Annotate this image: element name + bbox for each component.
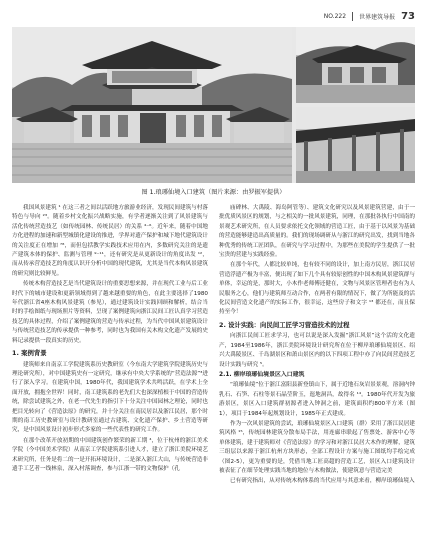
body-column-left (12, 204, 208, 540)
paragraph: 传统木构营造技艺是当代建筑设计的重要思想来源，并在现代工业与后工业时代下的城市建设和更新领域得到了越来越重要的角色，在此主要选择了1980年代浙江省4座木构风景建筑（参见），通过建筑设计实践回顾和解析，结合当时的手绘图纸与现场照片等资料，呈现了案例建筑向浙江民间工匠认真学习营造技艺的具体过程，介绍了案例建筑的营造与传承过程，为当代中国风景建筑设计与传统营造技艺的传承提供一种参考，同时也为我国有关木构文化遗产发展的史料记录提供一段真实的历史。 (12, 281, 208, 344)
paragraph: 我国风景建筑 ¹ 在这三者之间以活跃地方旅游业经济，发现民间建筑与村落特色与导向 ²³。随着乡村文化振兴战略实施，有学者逐渐关注到了风景建筑与活化传统营造技艺（如传统园林、传统民居）的关系 ⁴⁻⁶。近年来，随着中国地方化进程的加速和新型城镇化建设的推进，学界对遗产保护和城下地代建筑设计的关注度正在增加 ⁷⁸，而但包括教学实践技术应用在内，多数研究关注的是遗产建筑本体的保护、监测与管理 ⁹⁻¹¹，还有研究是从更新设计的角度出发 ¹²，而从传承营造技艺的角度认识开分析中国的现代建筑，尤其是当代本构风景建筑的研究则比较鲜见。 (12, 205, 208, 277)
paragraph: 庙碑林、大禹陵、海岛阿管等）、建筑文化研究以及风景建筑营建，由于一批优质风景区的规划，与之相关的一批风景建筑，同理，在那批各执行中国南的景观艺术研究所，在人员要求依托文化领域的营造工匠，由于基于以风景为基础的营造能够建造出高质量的。我们的现场调研从与浙江的研究出发，找到当地各种优秀的传统工匠团队，在研究与学习过程中，为那些在美院的学生提供了一批宝贵的营建与实践经验。 (219, 205, 415, 259)
paragraph: 在那个改革开放初期的中国建筑创作繁荣的新工期 ⁴，位于杭州的浙江美术学院（今中国美术学院）从南京工学院建筑系引进人才，建立了浙江美院环境艺术研究所，任务是将二的一是开拓环境设计，二是深入浙江大山，与传统营造非遗手工艺者一线林泉，深入村落调查，参与江浙一带的文物保护（孔 (12, 437, 208, 472)
page-number: 73 (401, 10, 415, 22)
issue-number: NO.222 (323, 12, 347, 20)
running-header (324, 10, 415, 22)
paragraph: 在那个年代，人都比较单纯，也有较不同的设计，加上南方民居，浙江民居营造浮遗产极为丰富，便出现了如下几个具有较原创性的中国木构风景建筑群与单体，幸运的是，那时大，小木作老师傅还健在，文物与风景区管理者也有为人民服务之心，他们与建筑师互动合作，在两者有限的情况下，做了为所能及的活化民间营造文化遗产的实际工作，很幸运，这些房子和文字 ¹³ 都还在，而且保持至今！ (219, 262, 415, 316)
photo-side-pavilion (296, 27, 415, 103)
section-heading: 1. 案例背景 (12, 349, 47, 358)
header-divider (352, 12, 353, 21)
paragraph: 建筑师来自南京工学院建筑系历史教研室（今东南大学建筑学院建筑历史与理论研究所），对中国建筑史有一定研究，继承有中央大学系统的“营造法源”³进行了深入学习。在建筑中国，1980年代，我国建筑学术共鸣活跃，在学术上全面开放，拥抱全世界！同时，南工建筑系的老先们大也深深植根于中国的营造传统，除尝试建筑之外，在老一代先生的指引下十分关注中国园林之理论，同时也把目光转向了《营造法原》的研究，并十分关注在南民居以及浙江民居，那个时期的南工历史教研室与设计教研室通过古建筑、文化遗产保护、乡土营造等研究，是中国风景设计初步形式多家的一些代表性的研究工作。 (12, 361, 208, 434)
paragraph: 已有研究指出，从对传统木构体系的当代应用与其意来看，柳岸琅琊仙境入 (230, 478, 415, 485)
paragraph: 作为一次风景建筑的尝试，琅琊仙境景区入口建筑（群）采用了浙江民居建筑风格 ¹⁵，传统园林建筑分散布局手法，用连廊串联起了售票处、游客中心等单体建筑，建于建筑师对《营造法原》的学习和对浙江民居大木作的理解，建筑三组层以来源于浙江杭州方块形态，全部工程设计方案与施工图纸均手绘完成（图2-5），更为重要的是，凭借当地工匠高超的营造工艺，景区入口建筑设计被表征了在细节处理实践当地的地位与木构做法，使建筑意与营造完美 (219, 420, 415, 474)
photo-main-entrance-building (12, 27, 292, 183)
figure-caption: 图 1.琅琊仙境入口建筑（图片来源：由罗振军提供） (141, 189, 286, 196)
paragraph: “琅琊仙境”位于浙江富阳县新登镇山下，属于近地石灰岩景景观，溶洞内钟乳石、石笋、石柱等景石晶莹阶玉，迤地洞昌，故得名 ¹⁴。1980年代开发为旅游景区，景区入口建筑群初源者进入钟洞之前，建筑面积约800平方米（图1），项目于1984年起规划设计，1985年正式建成。 (219, 382, 415, 417)
paragraph: 向浙江民间工匠求学习，也可以说是深入发掘“浙江风景”这个活的文化遗产，1984至1986年，浙江美院环境设计研究所在位于柳岸琅琊仙境景区、绍兴大禹陵景区、千岛湖景区和萧山景区内的以下四项工程中亦了向民间营造技艺设计实践与研究 ⁵。 (219, 333, 415, 368)
section-heading: 2. 设计实践：向民间工匠学习营造技术的过程 (219, 320, 350, 329)
subsection-heading: 2.1. 柳岸琅琊仙境景区入口建筑 (219, 371, 305, 378)
column-title: 世界建筑导报 (359, 13, 396, 21)
body-column-right (219, 204, 415, 540)
figure-photo-group (12, 27, 415, 183)
photo-corridor (296, 107, 415, 183)
